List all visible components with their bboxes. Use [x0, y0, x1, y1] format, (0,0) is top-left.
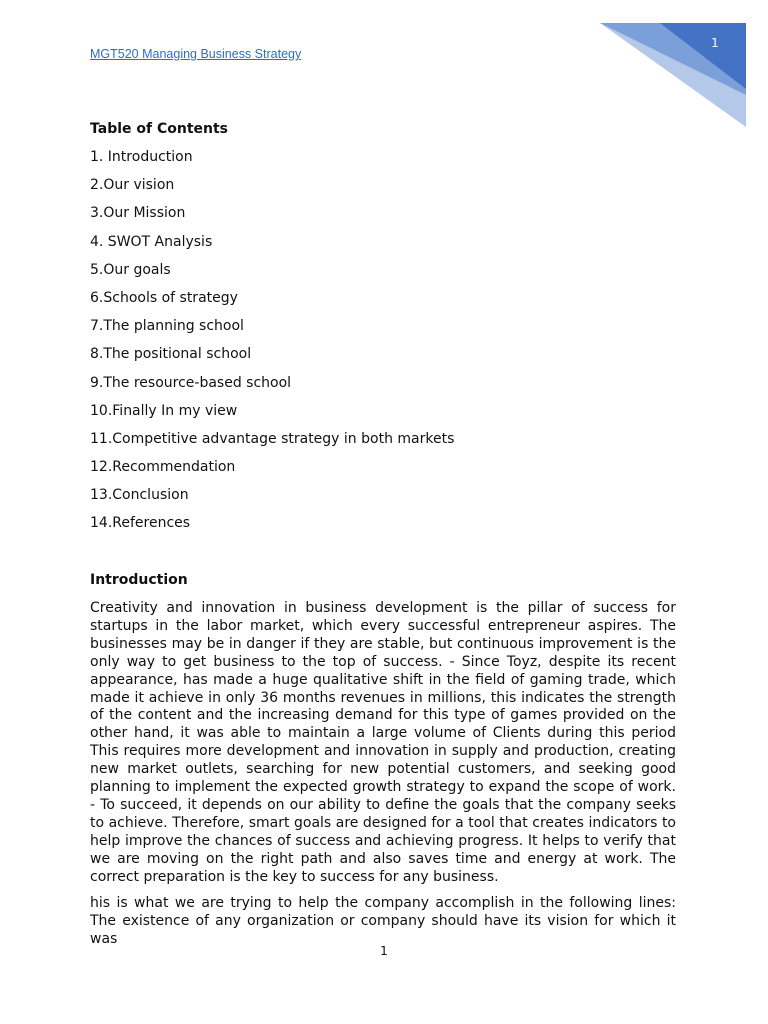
- toc-item: 4. SWOT Analysis: [90, 233, 213, 250]
- introduction-paragraph: Creativity and innovation in business development is the pillar of success for startups in the labor market, which every successful entrepreneur aspires. The businesses may be in danger if they are stable, but continuous improvement is the only way to get business to the top of success. - Since Toyz, despite its recent appearance, has made a huge qualitative shift in the field of gaming trade, which made it achieve in only 36 months revenues in millions, this indicates the strength of the content and the increasing demand for this type of games provided on the other hand, it was able to maintain a large volume of Clients during this period This requires more development and innovation in supply and production, creating new market outlets, searching for new potential customers, and seeking good planning to implement the expected growth strategy to expand the scope of work. - To succeed, it depends on our ability to define the goals that the company seeks to achieve. Therefore, smart goals are designed for a tool that creates indicators to help improve the chances of success and achieving progress. It helps to verify that we are moving on the right path and also saves time and energy at work. The correct preparation is the key to success for any business.: [90, 600, 676, 885]
- toc-title: Table of Contents: [90, 121, 229, 137]
- toc-item: 9.The resource-based school: [90, 374, 292, 391]
- page-number-footer: 1: [380, 944, 388, 958]
- toc-item: 6.Schools of strategy: [90, 289, 238, 306]
- toc-item: 2.Our vision: [90, 177, 175, 194]
- toc-item: 11.Competitive advantage strategy in both markets: [90, 430, 455, 447]
- toc-item: 7.The planning school: [90, 318, 244, 335]
- toc-item: 10.Finally In my view: [90, 402, 238, 419]
- toc-item: 13.Conclusion: [90, 487, 189, 504]
- toc-item: 8.The positional school: [90, 346, 252, 363]
- toc-item: 3.Our Mission: [90, 205, 186, 222]
- toc-item: 14.References: [90, 515, 191, 532]
- page-number-top: 1: [711, 36, 719, 50]
- introduction-heading: Introduction: [90, 572, 188, 588]
- toc-item: 5.Our goals: [90, 261, 171, 278]
- toc-item: 1. Introduction: [90, 149, 193, 165]
- introduction-paragraph-continued: his is what we are trying to help the company accomplish in the following lines: The existence of any organization or company should have its vision for which it was: [90, 895, 676, 947]
- toc-item: 12.Recommendation: [90, 459, 236, 476]
- table-of-contents: [90, 149, 454, 544]
- course-header-link[interactable]: MGT520 Managing Business Strategy: [90, 47, 302, 61]
